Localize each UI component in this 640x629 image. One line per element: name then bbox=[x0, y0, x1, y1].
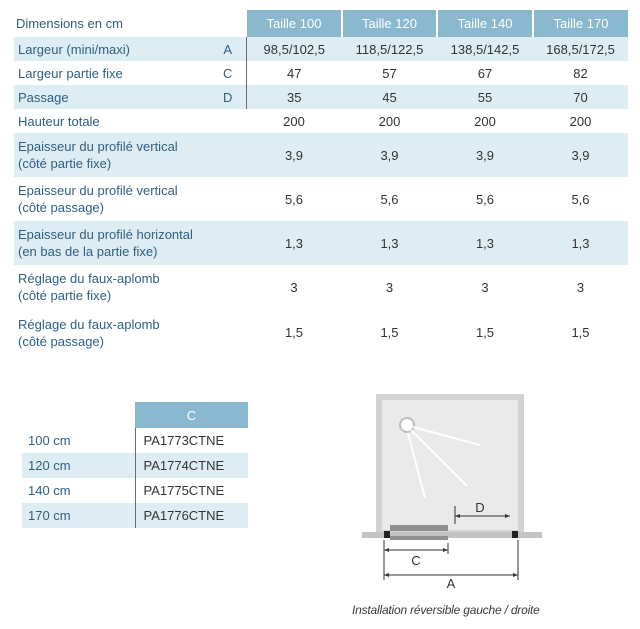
row-label: Réglage du faux-aplomb (côté partie fixe) bbox=[18, 271, 160, 303]
size-cell: 100 cm bbox=[22, 428, 135, 453]
row-letter: D bbox=[210, 85, 246, 109]
table-row bbox=[14, 133, 628, 177]
fixed-panel bbox=[390, 525, 448, 531]
table-row bbox=[22, 453, 248, 478]
row-label: Epaisseur du profilé vertical (côté passage) bbox=[18, 183, 178, 215]
table-cell: 1,3 bbox=[246, 221, 342, 265]
table-row bbox=[14, 109, 628, 133]
codes-column-header: C bbox=[135, 402, 248, 428]
left-profile bbox=[384, 531, 390, 538]
code-cell: PA1774CTNE bbox=[135, 453, 248, 478]
size-cell: 170 cm bbox=[22, 503, 135, 528]
table-row bbox=[22, 428, 248, 453]
row-label: Largeur partie fixe bbox=[18, 65, 123, 81]
shower-layout-diagram bbox=[350, 388, 610, 588]
sliding-panel bbox=[390, 536, 448, 540]
table-cell: 3,9 bbox=[342, 133, 437, 177]
table-row bbox=[22, 478, 248, 503]
table-row bbox=[14, 265, 628, 309]
dimension-label-c: C bbox=[411, 553, 421, 568]
table-cell: 200 bbox=[283, 113, 305, 129]
table-cell: 5,6 bbox=[380, 191, 399, 207]
table-cell: 3 bbox=[290, 279, 298, 295]
table-cell: 1,3 bbox=[437, 221, 533, 265]
code-cell: PA1773CTNE bbox=[143, 433, 225, 448]
table-cell: 1,5 bbox=[475, 325, 495, 340]
table-cell: 3,9 bbox=[246, 133, 342, 177]
code-cell: PA1776CTNE bbox=[135, 503, 248, 528]
table-row bbox=[14, 309, 628, 356]
table-cell: 3 bbox=[481, 279, 489, 295]
row-label: Passage bbox=[14, 85, 210, 109]
table-cell: 47 bbox=[287, 65, 302, 81]
table-cell: 168,5/172,5 bbox=[533, 37, 628, 61]
table-cell: 5,6 bbox=[571, 191, 590, 207]
table-cell: 1,5 bbox=[380, 325, 399, 340]
table-cell: 82 bbox=[573, 65, 588, 81]
right-profile bbox=[512, 531, 518, 538]
table-cell: 3,9 bbox=[437, 133, 533, 177]
table-row bbox=[22, 503, 248, 528]
table-cell: 67 bbox=[477, 65, 493, 81]
dimensions-table bbox=[14, 10, 628, 356]
dimensions-title: Dimensions en cm bbox=[14, 10, 210, 37]
table-cell: 3,9 bbox=[533, 133, 628, 177]
table-cell: 70 bbox=[533, 85, 628, 109]
row-label: Largeur (mini/maxi) bbox=[14, 37, 210, 61]
column-header: Taille 100 bbox=[246, 10, 342, 37]
table-cell: 1,3 bbox=[342, 221, 437, 265]
table-cell: 3 bbox=[576, 279, 585, 295]
size-cell: 140 cm bbox=[22, 478, 135, 503]
table-cell: 118,5/122,5 bbox=[342, 37, 437, 61]
row-label: Réglage du faux-aplomb (côté passage) bbox=[18, 316, 160, 349]
table-cell: 1,5 bbox=[284, 325, 304, 340]
table-cell: 200 bbox=[474, 113, 496, 129]
table-cell: 57 bbox=[382, 65, 397, 81]
dimensions-header-row bbox=[14, 10, 628, 37]
column-header: Taille 170 bbox=[533, 10, 628, 37]
column-header: Taille 120 bbox=[342, 10, 437, 37]
table-cell: 35 bbox=[246, 85, 342, 109]
table-cell: 1,5 bbox=[571, 325, 590, 340]
code-cell: PA1775CTNE bbox=[143, 483, 225, 498]
table-cell: 200 bbox=[378, 113, 401, 129]
product-codes-table bbox=[22, 402, 248, 528]
table-cell: 3 bbox=[385, 279, 394, 295]
table-cell: 138,5/142,5 bbox=[437, 37, 533, 61]
dimension-label-d: D bbox=[475, 500, 485, 515]
dimension-label-a: A bbox=[446, 576, 456, 588]
table-cell: 45 bbox=[342, 85, 437, 109]
table-cell: 55 bbox=[437, 85, 533, 109]
row-letter: C bbox=[210, 61, 246, 85]
size-cell: 120 cm bbox=[22, 453, 135, 478]
table-cell: 200 bbox=[569, 113, 592, 129]
table-cell: 5,6 bbox=[284, 191, 304, 207]
row-label: Hauteur totale bbox=[18, 113, 100, 129]
row-letter: A bbox=[210, 37, 246, 61]
table-cell: 5,6 bbox=[475, 191, 495, 207]
column-header: Taille 140 bbox=[437, 10, 533, 37]
table-row bbox=[14, 85, 628, 109]
table-row bbox=[14, 177, 628, 221]
table-row bbox=[14, 221, 628, 265]
row-label: Epaisseur du profilé horizontal (en bas de la partie fixe) bbox=[14, 221, 246, 265]
table-row bbox=[14, 61, 628, 85]
diagram-caption: Installation réversible gauche / droite bbox=[352, 603, 540, 617]
table-row bbox=[14, 37, 628, 61]
row-label: Epaisseur du profilé vertical (côté partie fixe) bbox=[14, 133, 246, 177]
table-cell: 1,3 bbox=[533, 221, 628, 265]
table-cell: 98,5/102,5 bbox=[246, 37, 342, 61]
